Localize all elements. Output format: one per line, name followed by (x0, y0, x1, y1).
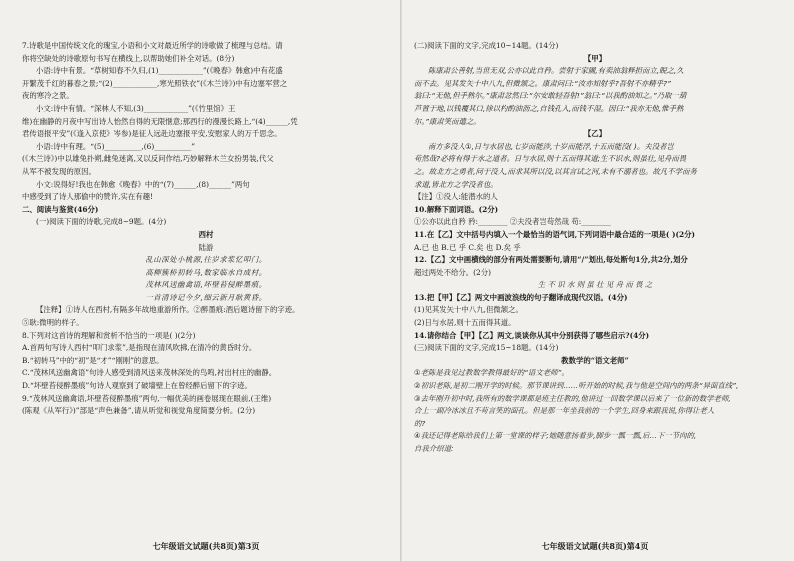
q14-prompt: 14.请你结合【甲】【乙】两文,谈谈你从其中分别获得了哪些启示?(4分) (414, 330, 650, 340)
q12-prompt-cont: 超过两处不给分。(2分) (414, 267, 491, 277)
passage-yi-line: 南方多没人①,日与水居也,七岁而能涉,十岁而能浮,十五而能没( )。夫没者岂 (428, 141, 674, 151)
passage-jia-title: 【甲】 (583, 53, 607, 63)
left-page-footer: 七年级语文试题(共8页)第3页 (152, 541, 260, 551)
dialog-line: 维)在幽静的月夜中写出诗人怡然自得的无限惬意;那西行的漫漫长路上,“(4)______,凭 (22, 116, 298, 126)
q8-option-c: C.“茂林风送幽禽语”句诗人感受到清风送来茂林深处的鸟鸣,衬出村庄的幽静。 (22, 368, 277, 378)
dialog-line: 中感受到了诗人那偷中的赞许,实在有趣! (22, 192, 153, 202)
dialog-line: 君传语报平安”(《逢入京使》岑参)是征人远赴边塞报平安,安慰家人的万千思念。 (22, 129, 282, 139)
poem-title: 西村 (198, 229, 214, 239)
note-line: 【注】①没人:能潜水的人 (414, 192, 498, 202)
dialog-line: 小文:诗中有情。“深林人不知,(3)____________”(《竹里馆》王 (36, 103, 236, 113)
q8-prompt: 8.下列对这首诗的理解和赏析不恰当的一项是( )(2分) (22, 330, 196, 340)
essay-line: ②初识老陈,是初二刚开学的时候。那节课讲到……听开始的时候,我与他是空间内的两条“异面直线”, (414, 381, 739, 391)
q9-prompt: 9.“茂林风送幽禽语,坏壁苔侵醉墨痕”两句,一幅优美的画卷展现在眼前,(王维) (22, 393, 272, 403)
dialog-line: 从军不被发现的原因。 (22, 166, 96, 176)
q11-prompt: 11.在【乙】文中括号内填入一个最恰当的语气词,下列词语中最合适的一项是( )(2分) (414, 229, 696, 239)
passage-yi-title: 【乙】 (583, 129, 607, 139)
poem-author: 陆游 (198, 242, 214, 252)
passage-jia-line: 而不去。见其发矢十中八九,但微颔之。康肃问曰:“汝亦知射乎?吾射不亦精乎?” (414, 78, 671, 88)
dialog-line: 小语:诗中有景。“草树知春不久归,(1)____________”(《晚春》韩愈)中有花盛 (36, 66, 283, 76)
right-page-footer: 七年级语文试题(共8页)第4页 (541, 541, 649, 551)
poem-line: 茂林风送幽禽语,坏壁苔侵醉墨痕。 (145, 280, 267, 290)
passage-3-intro: (三)阅读下面的文字,完成15~18题。(14分) (414, 343, 559, 353)
passage-yi-line: 求道,皆北方之学没者也。 (414, 179, 498, 189)
q13-item-2: (2)日与水居,则十五而得其道。 (414, 318, 516, 328)
dialog-line: (《木兰诗》)中以雄兔扑朔,雌兔迷离,又以反问作结,巧妙解释木兰女扮男装,代父 (22, 154, 274, 164)
essay-line: ④我还记得老陈给我们上第一堂课的样子;她随意扬着步,脚步一瓢一瓢,后…下一节向的, (414, 431, 697, 441)
passage-yi-line: 之。故北方之勇者,问于没人,而求其所以没,以其言试之河,未有不溺者也。故凡不学而务 (414, 166, 697, 176)
section-heading: 二、阅读与鉴赏(46分) (22, 204, 99, 214)
essay-line: ③去年刚升初中时,我所有的数学课都是班主任教的,他讲过一回数学课以后来了一位新的数学老师, (414, 393, 731, 403)
poem-notes: ⑤耿:微明的样子。 (22, 318, 84, 328)
dialog-line: 小文:说得好!我也在韩愈《晚春》中的“(7)______,(8)______”两句 (36, 179, 250, 189)
essay-line: 自我介绍道: (414, 444, 454, 453)
poem-line: 高柳簇桥初转马,数家临水自成村。 (145, 267, 267, 277)
q9-prompt-cont: (陈观《从军行》)”部是“声色兼备”,请从听觉和视觉角度简要分析。(2分) (22, 406, 256, 416)
essay-line: 的? (414, 418, 426, 428)
q7-prompt: 7.诗歌是中国传统文化的瑰宝,小语和小文对最近所学的诗歌做了梳理与总结。请 (22, 41, 283, 50)
page-fold (400, 0, 402, 561)
passage-yi-line: 苟然哉?必将有得于水之道者。日与水居,则十五而得其道;生不识水,则虽壮,见舟而畏 (414, 154, 687, 164)
poem-line: 一首清诗记今夕,细云新月耿黄昏。 (145, 292, 267, 302)
poem-intro: (一)阅读下面的诗歌,完成8~9题。(4分) (36, 217, 167, 227)
passage-jia-line: 翁曰:“无他,但手熟尔。”康肃忿然曰:“尔安敢轻吾射!”翁曰:“以我酌油知之。”乃取一葫 (414, 91, 687, 101)
dialog-line: 开繁茂千红的暮春之景;“(2)____________,寒光照铁衣”(《木兰诗》)中有边塞军营之 (22, 78, 288, 88)
q8-option-a: A.首两句写诗人西村“叩门求浆”,是指现在清风吹拂,在清冷的黄昏时分。 (22, 343, 257, 353)
dialog-line: 小语:诗中有理。“(5)__________,(6)__________” (36, 141, 195, 151)
passage-jia-line: 芦置于地,以钱覆其口,徐以杓酌油沥之,自钱孔入,而钱不湿。因曰:“我亦无他,惟手熟 (414, 103, 684, 113)
passage-jia-line: 尔。”康肃笑而遣之。 (414, 116, 481, 126)
essay-title: 教数学的“语文老师” (561, 355, 629, 365)
essay-line: ①老陈是我见过教数学教得最好的“语文老师”。 (414, 368, 569, 378)
q7-prompt-cont: 你将空缺处的诗歌原句书写在横线上,以帮助她们补全对话。(8分) (22, 53, 235, 63)
q8-option-d: D.“坏壁苔侵醉墨痕”句诗人观察到了破墙壁上在曾经醉后留下的字迹。 (22, 381, 252, 391)
dialog-line: 夜的寒冷之景。 (22, 91, 74, 101)
poem-line: 乱山深处小桃源,往岁求浆忆叩门。 (145, 255, 267, 265)
q13-prompt: 13.把【甲】【乙】两文中画波浪线的句子翻译成现代汉语。(4分) (414, 292, 628, 302)
q12-sentence: 生 不 识 水 则 虽 壮 见 舟 而 畏 之 (537, 280, 653, 290)
q10-prompt: 10.解释下面词语。(2分) (414, 204, 499, 214)
essay-line: 合上一副冷冰冰且不苟言笑的面孔。但是那一年坐我前的一个学生,回身来跟我说,你得让老人 (414, 406, 715, 416)
q8-option-b: B.“初转马”中的“初”是“才”“刚刚”的意思。 (22, 355, 164, 365)
q10-items: ①公亦以此自矜 矜:________ ②夫没者岂苟然哉 苟:________ (414, 217, 611, 227)
passage-jia-line: 陈康肃公善射,当世无双,公亦以此自矜。尝射于家圃,有卖油翁释担而立,睨之,久 (428, 66, 684, 76)
passage-intro: (二)阅读下面的文字,完成10~14题。(14分) (414, 41, 559, 50)
q12-prompt: 12.【乙】文中画横线的部分有两处需要断句,请用“/”划出,每处断句1分,共2分,划分 (414, 255, 688, 265)
q11-options: A.已 也 B.已 乎 C.矣 也 D.矣 乎 (414, 242, 521, 252)
poem-notes: 【注释】①诗人在西村,有隔多年故地重游所作。②醉墨痕:酒后题诗留下的字迹。 (36, 305, 300, 315)
left-page (22, 40, 390, 418)
right-page (414, 40, 776, 456)
q13-item-1: (1)见其发矢十中八九,但微颔之。 (414, 305, 523, 315)
